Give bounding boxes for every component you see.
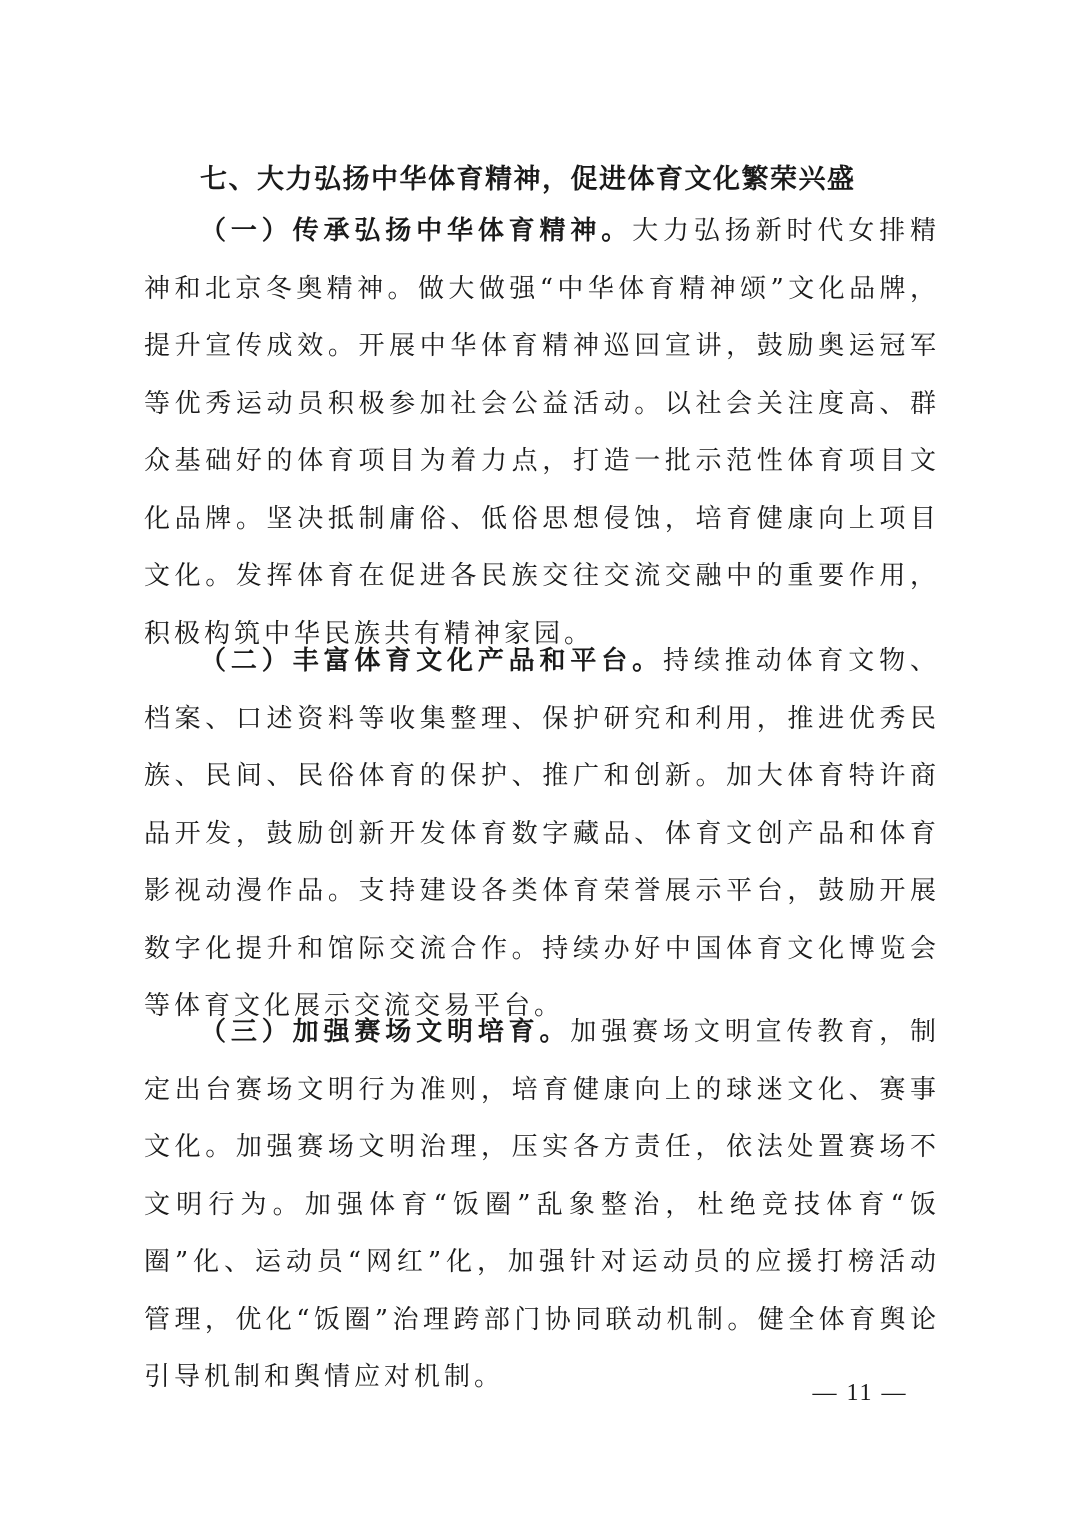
paragraph [144,633,940,1036]
paragraph [144,203,940,663]
section-heading: 七、大力弘扬中华体育精神，促进体育文化繁荣兴盛 [200,164,856,195]
paragraph-text: 加强赛场文明宣传教育，制定出台赛场文明行为准则，培育健康向上的球迷文化、赛事文化。加强赛场文明治理，压实各方责任，依法处置赛场不文明行为。加强体育“饭圈”乱象整治，杜绝竞技体育“饭圈”化、运动员“网红”化，加强针对运动员的应援打榜活动管理，优化“饭圈”治理跨部门协同联动机制。健全体育舆论引导机制和舆情应对机制。 [144,1017,940,1392]
paragraph-lead: （一）传承弘扬中华体育精神。 [200,216,633,246]
paragraph [144,1004,940,1407]
paragraph-lead: （二）丰富体育文化产品和平台。 [200,646,664,676]
paragraph-lead: （三）加强赛场文明培育。 [200,1017,571,1047]
paragraph-text: 持续推动体育文物、档案、口述资料等收集整理、保护研究和利用，推进优秀民族、民间、民俗体育的保护、推广和创新。加大体育特许商品开发，鼓励创新开发体育数字藏品、体育文创产品和体育影视动漫作品。支持建设各类体育荣誉展示平台，鼓励开展数字化提升和馆际交流合作。持续办好中国体育文化博览会等体育文化展示交流交易平台。 [144,646,940,1021]
page-number: — 11 — [812,1380,908,1406]
paragraph-text: 大力弘扬新时代女排精神和北京冬奥精神。做大做强“中华体育精神颂”文化品牌，提升宣传成效。开展中华体育精神巡回宣讲，鼓励奥运冠军等优秀运动员积极参加社会公益活动。以社会关注度高、群众基础好的体育项目为着力点，打造一批示范性体育项目文化品牌。坚决抵制庸俗、低俗思想侵蚀，培育健康向上项目文化。发挥体育在促进各民族交往交流交融中的重要作用，积极构筑中华民族共有精神家园。 [144,216,940,649]
